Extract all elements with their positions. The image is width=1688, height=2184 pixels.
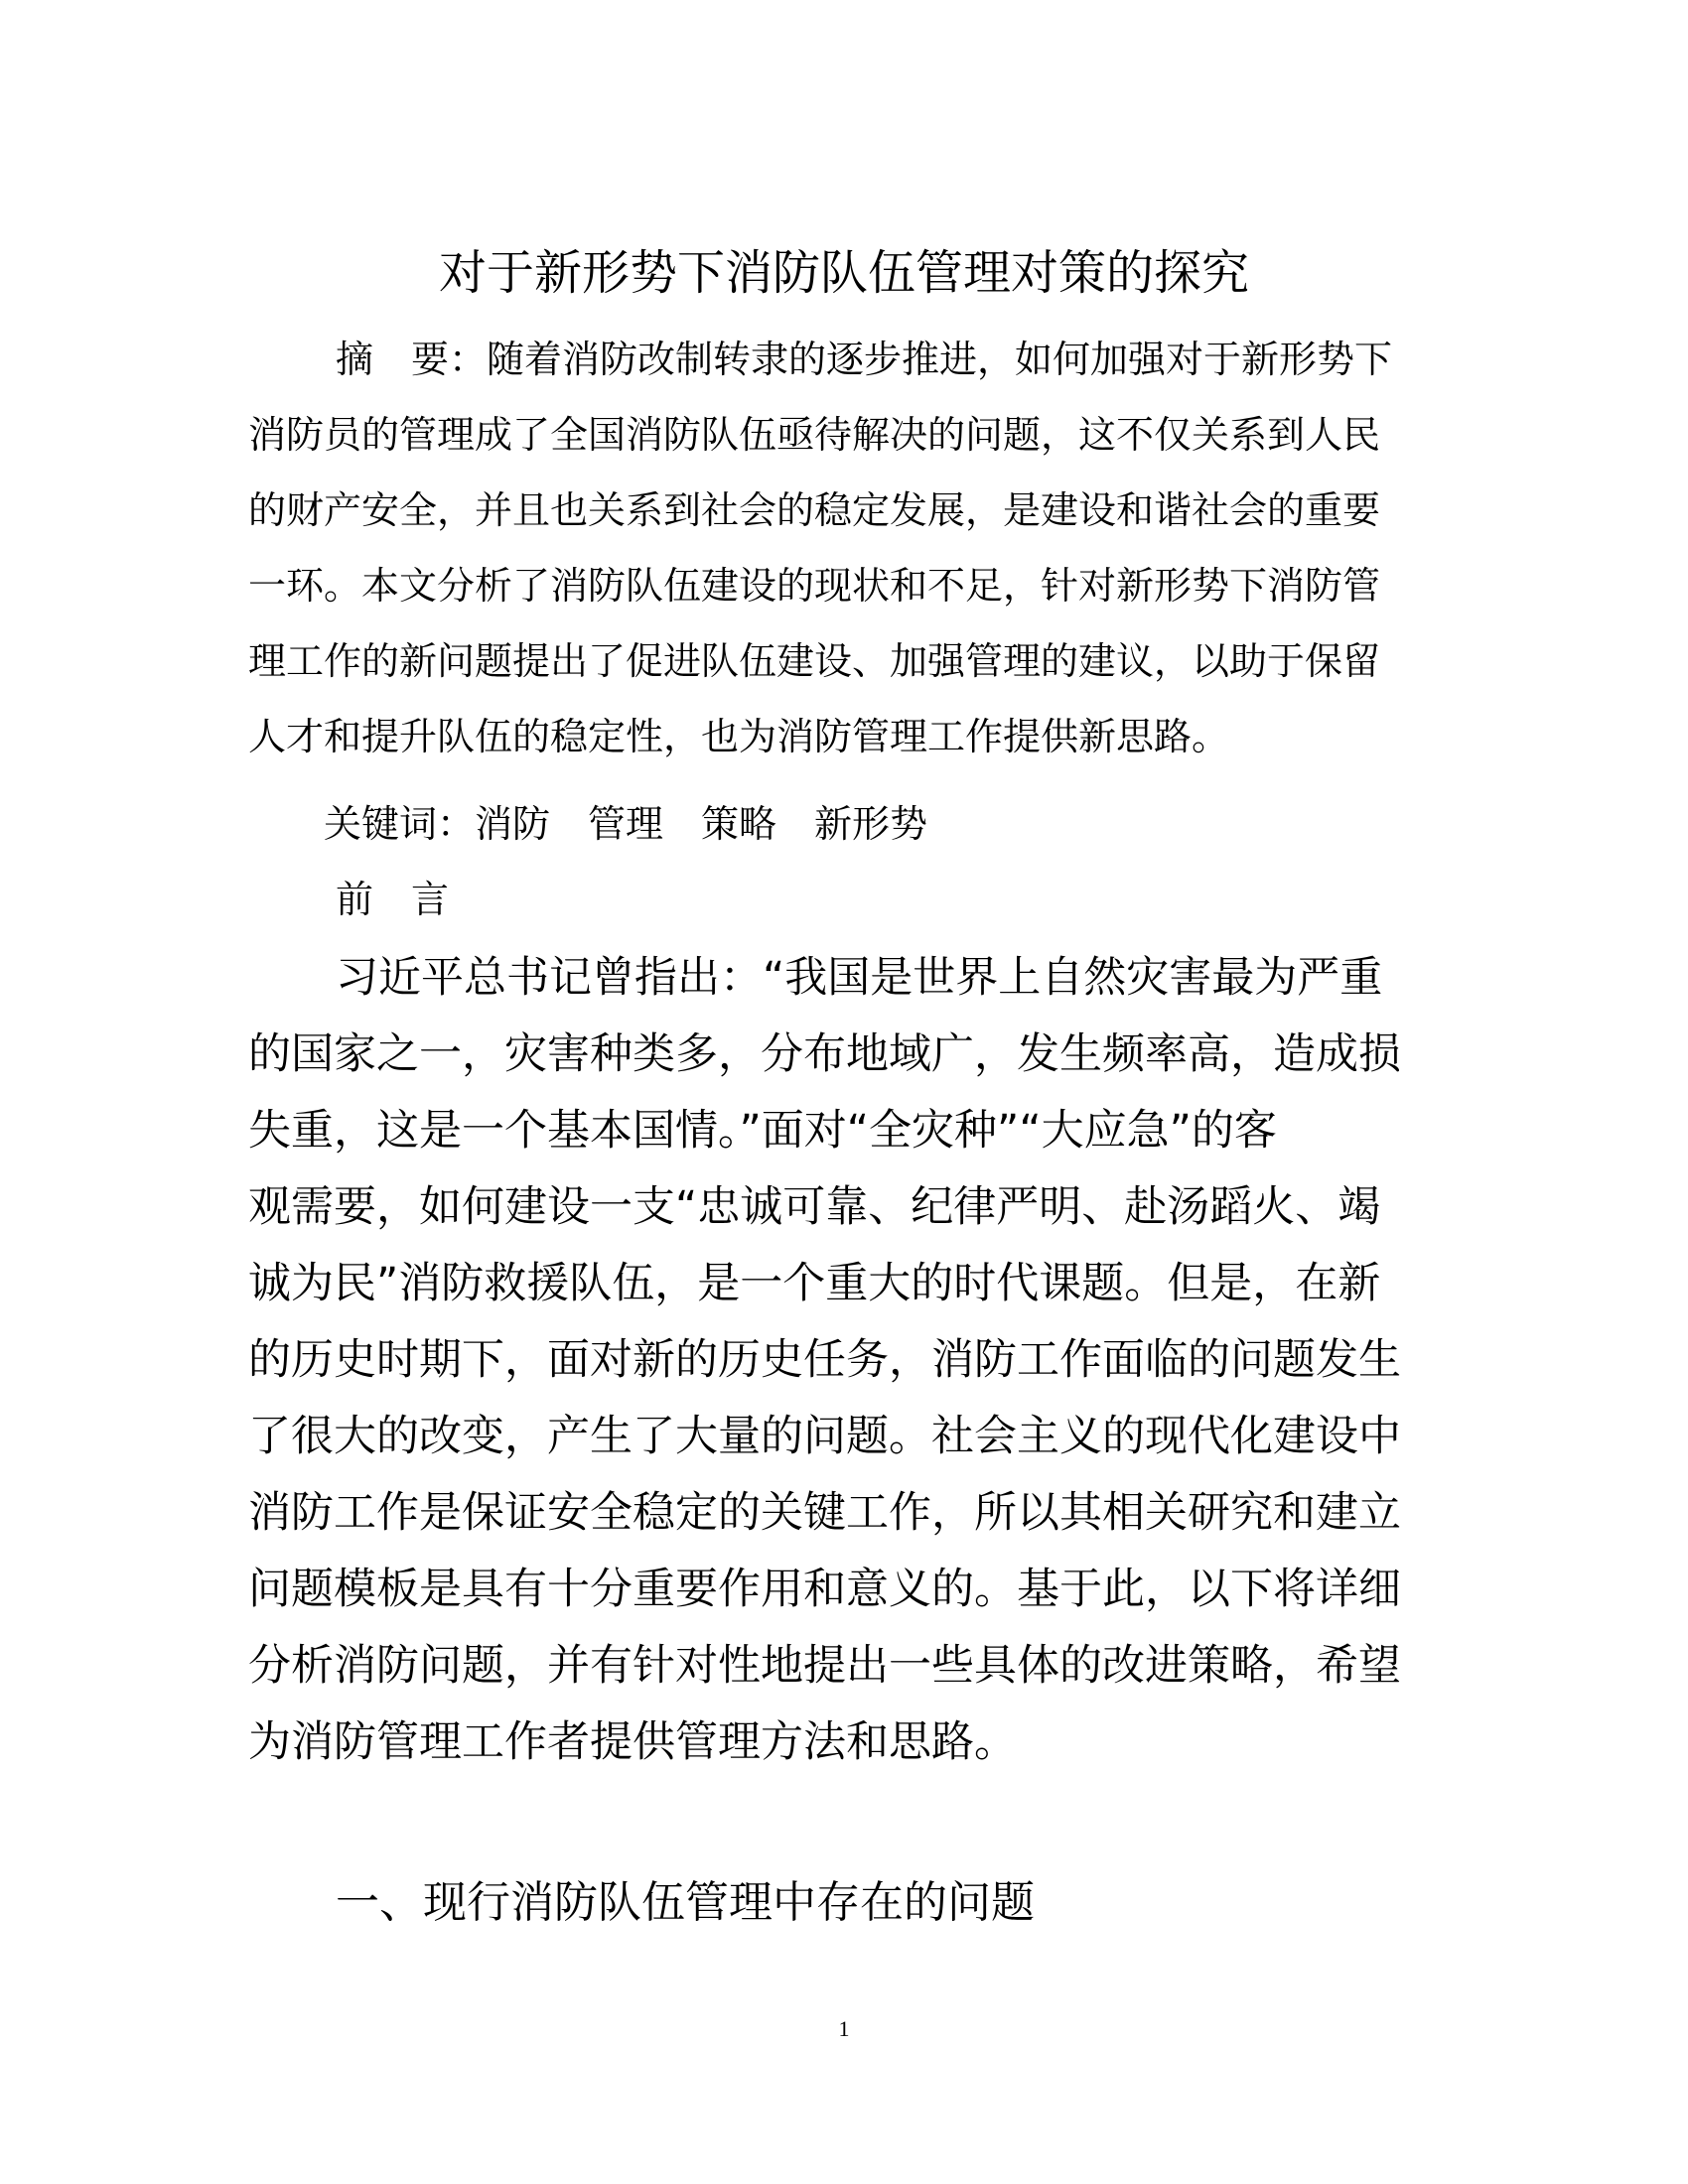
abstract-line: 消防员的管理成了全国消防队伍亟待解决的问题，这不仅关系到人民 [248,413,1381,457]
page-number: 1 [838,2016,850,2041]
keywords: 关键词：消防 管理 策略 新形势 [324,802,928,846]
body-line: 诚为民”消防救援队伍，是一个重大的时代课题。但是，在新 [248,1259,1381,1308]
body-line: 失重，这是一个基本国情。”面对“全灾种”“大应急”的客 [248,1106,1277,1156]
body-line: 习近平总书记曾指出：“我国是世界上自然灾害最为严重 [336,953,1383,1003]
body-line: 的国家之一，灾害种类多，分布地域广，发生频率高，造成损 [248,1029,1401,1079]
abstract-line: 理工作的新问题提出了促进队伍建设、加强管理的建议，以助于保留 [248,639,1381,683]
body-line: 分析消防问题，并有针对性地提出一些具体的改进策略，希望 [248,1641,1401,1691]
body-line: 消防工作是保证安全稳定的关键工作，所以其相关研究和建立 [248,1488,1401,1538]
body-line: 为消防管理工作者提供管理方法和思路。 [248,1717,1017,1767]
abstract-line: 摘 要：随着消防改制转隶的逐步推进，如何加强对于新形势下 [336,338,1393,381]
body-line: 问题模板是具有十分重要作用和意义的。基于此，以下将详细 [248,1565,1401,1614]
abstract-line: 人才和提升队伍的稳定性，也为消防管理工作提供新思路。 [248,715,1230,758]
preface-heading: 前 言 [336,878,450,921]
section-heading: 一、现行消防队伍管理中存在的问题 [336,1877,1035,1928]
body-line: 的历史时期下，面对新的历史任务，消防工作面临的问题发生 [248,1335,1401,1385]
body-line: 了很大的改变，产生了大量的问题。社会主义的现代化建设中 [248,1412,1401,1461]
abstract-line: 的财产安全，并且也关系到社会的稳定发展，是建设和谐社会的重要 [248,488,1381,532]
body-line: 观需要，如何建设一支“忠诚可靠、纪律严明、赴汤蹈火、竭 [248,1182,1381,1232]
abstract-line: 一环。本文分析了消防队伍建设的现状和不足，针对新形势下消防管 [248,564,1381,608]
document-title: 对于新形势下消防队伍管理对策的探究 [438,245,1249,301]
